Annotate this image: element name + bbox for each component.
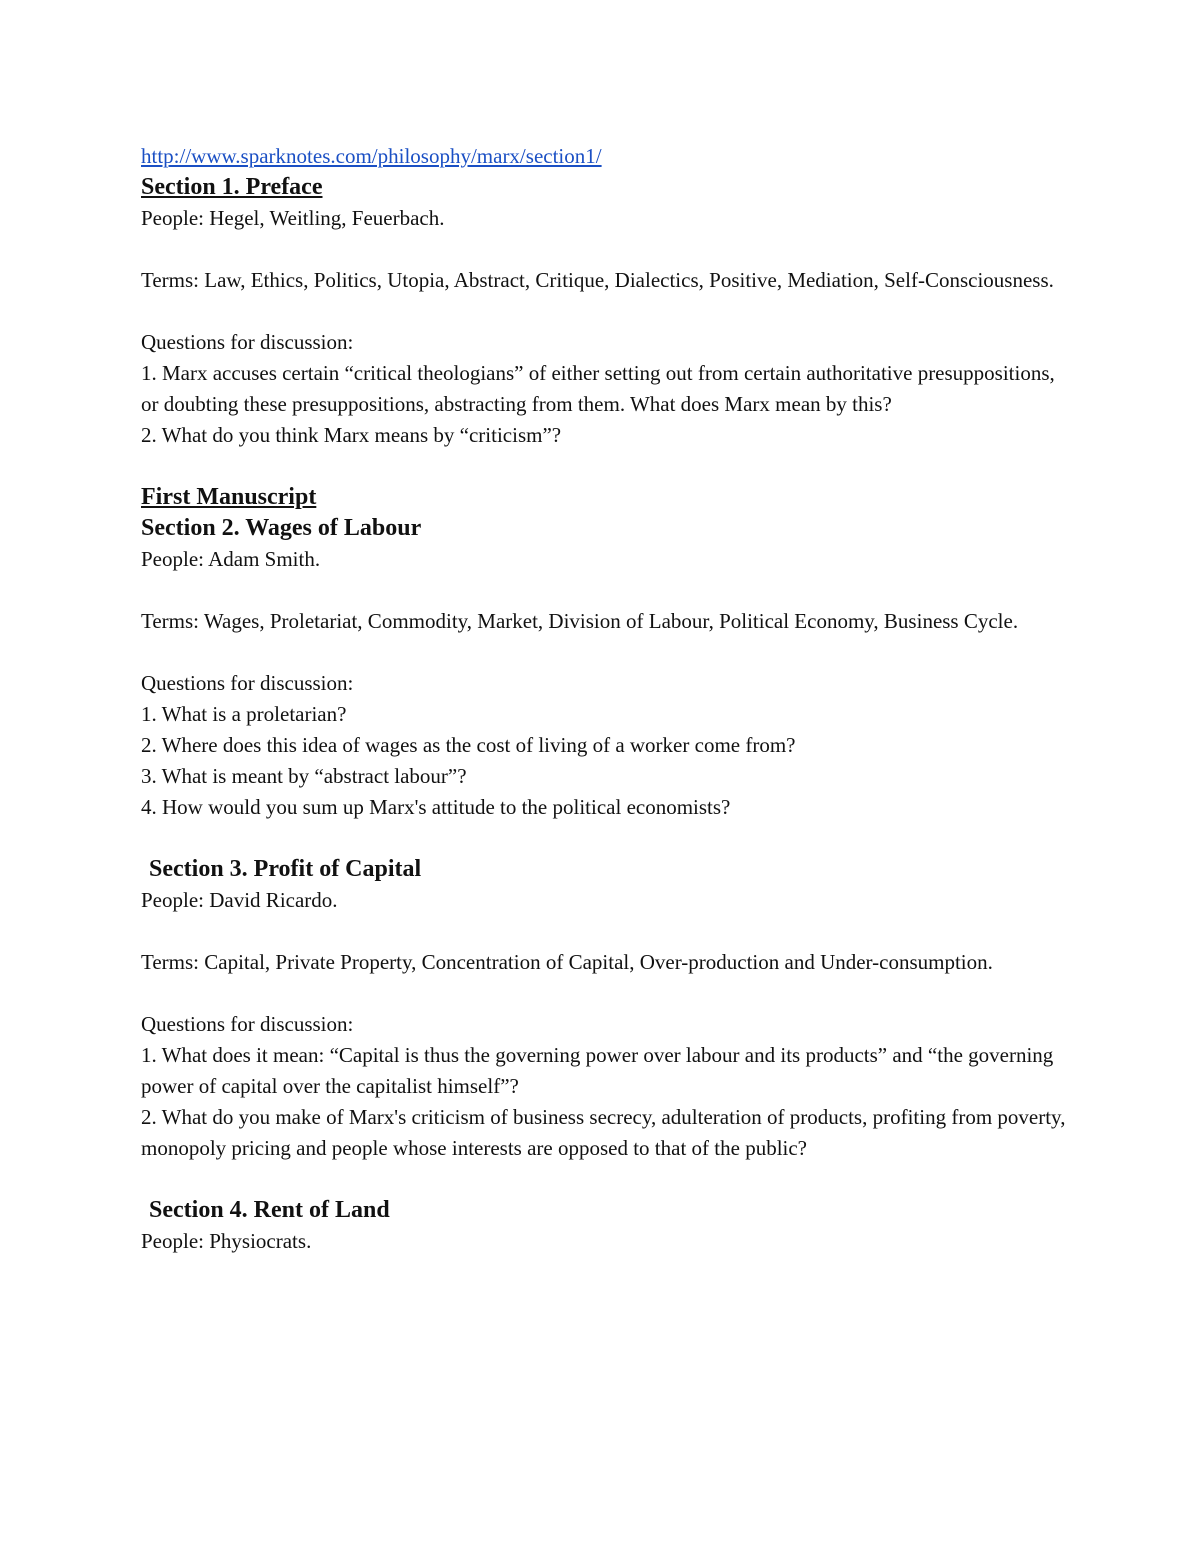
section-1-terms: Terms: Law, Ethics, Politics, Utopia, Abstract, Critique, Dialectics, Positive, Mediation, Self-Consciousness. xyxy=(141,268,1054,292)
spacer xyxy=(141,575,1066,606)
section-3-people: People: David Ricardo. xyxy=(141,888,338,912)
question-item: 2. What do you make of Marx's criticism of business secrecy, adulteration of products, profiting from poverty, monopoly pricing and people whose interests are opposed to that of the public? xyxy=(141,1105,1066,1160)
section-2-terms: Terms: Wages, Proletariat, Commodity, Market, Division of Labour, Political Economy, Business Cycle. xyxy=(141,609,1019,633)
spacer xyxy=(141,234,1066,265)
section-1-people: People: Hegel, Weitling, Feuerbach. xyxy=(141,206,445,230)
spacer xyxy=(141,823,1066,854)
spacer xyxy=(141,1164,1066,1195)
section-4-title: Section 4. Rent of Land xyxy=(149,1197,390,1223)
question-item: 4. How would you sum up Marx's attitude to the political economists? xyxy=(141,795,731,819)
section-3-questions xyxy=(141,1040,1066,1164)
question-item: 3. What is meant by “abstract labour”? xyxy=(141,764,467,788)
section-1-title: Section 1. Preface xyxy=(141,174,323,200)
section-3-title: Section 3. Profit of Capital xyxy=(149,856,422,882)
manuscript-title: First Manuscript xyxy=(141,484,317,510)
section-2-people: People: Adam Smith. xyxy=(141,547,321,571)
source-link[interactable]: http://www.sparknotes.com/philosophy/marx/section1/ xyxy=(141,144,602,168)
question-item: 2. Where does this idea of wages as the cost of living of a worker come from? xyxy=(141,733,796,757)
spacer xyxy=(141,637,1066,668)
spacer xyxy=(141,451,1066,482)
section-4-people: People: Physiocrats. xyxy=(141,1229,312,1253)
question-item: 2. What do you think Marx means by “criticism”? xyxy=(141,423,562,447)
question-item: 1. What does it mean: “Capital is thus the governing power over labour and its products” and “the governing power of capital over the capitalist himself”? xyxy=(141,1043,1054,1098)
spacer xyxy=(141,978,1066,1009)
section-3-terms: Terms: Capital, Private Property, Concentration of Capital, Over-production and Under-consumption. xyxy=(141,950,993,974)
question-item: 1. Marx accuses certain “critical theologians” of either setting out from certain authoritative presuppositions, or doubting these presuppositions, abstracting from them. What does Marx mean by this? xyxy=(141,361,1055,416)
section-1-questions xyxy=(141,358,1066,451)
spacer xyxy=(141,916,1066,947)
section-3-questions-label: Questions for discussion: xyxy=(141,1012,354,1036)
spacer xyxy=(141,296,1066,327)
section-2-questions-label: Questions for discussion: xyxy=(141,671,354,695)
document-page xyxy=(141,141,1066,1257)
section-2-questions xyxy=(141,699,1066,823)
question-item: 1. What is a proletarian? xyxy=(141,702,347,726)
section-2-title: Section 2. Wages of Labour xyxy=(141,515,422,541)
section-1-questions-label: Questions for discussion: xyxy=(141,330,354,354)
